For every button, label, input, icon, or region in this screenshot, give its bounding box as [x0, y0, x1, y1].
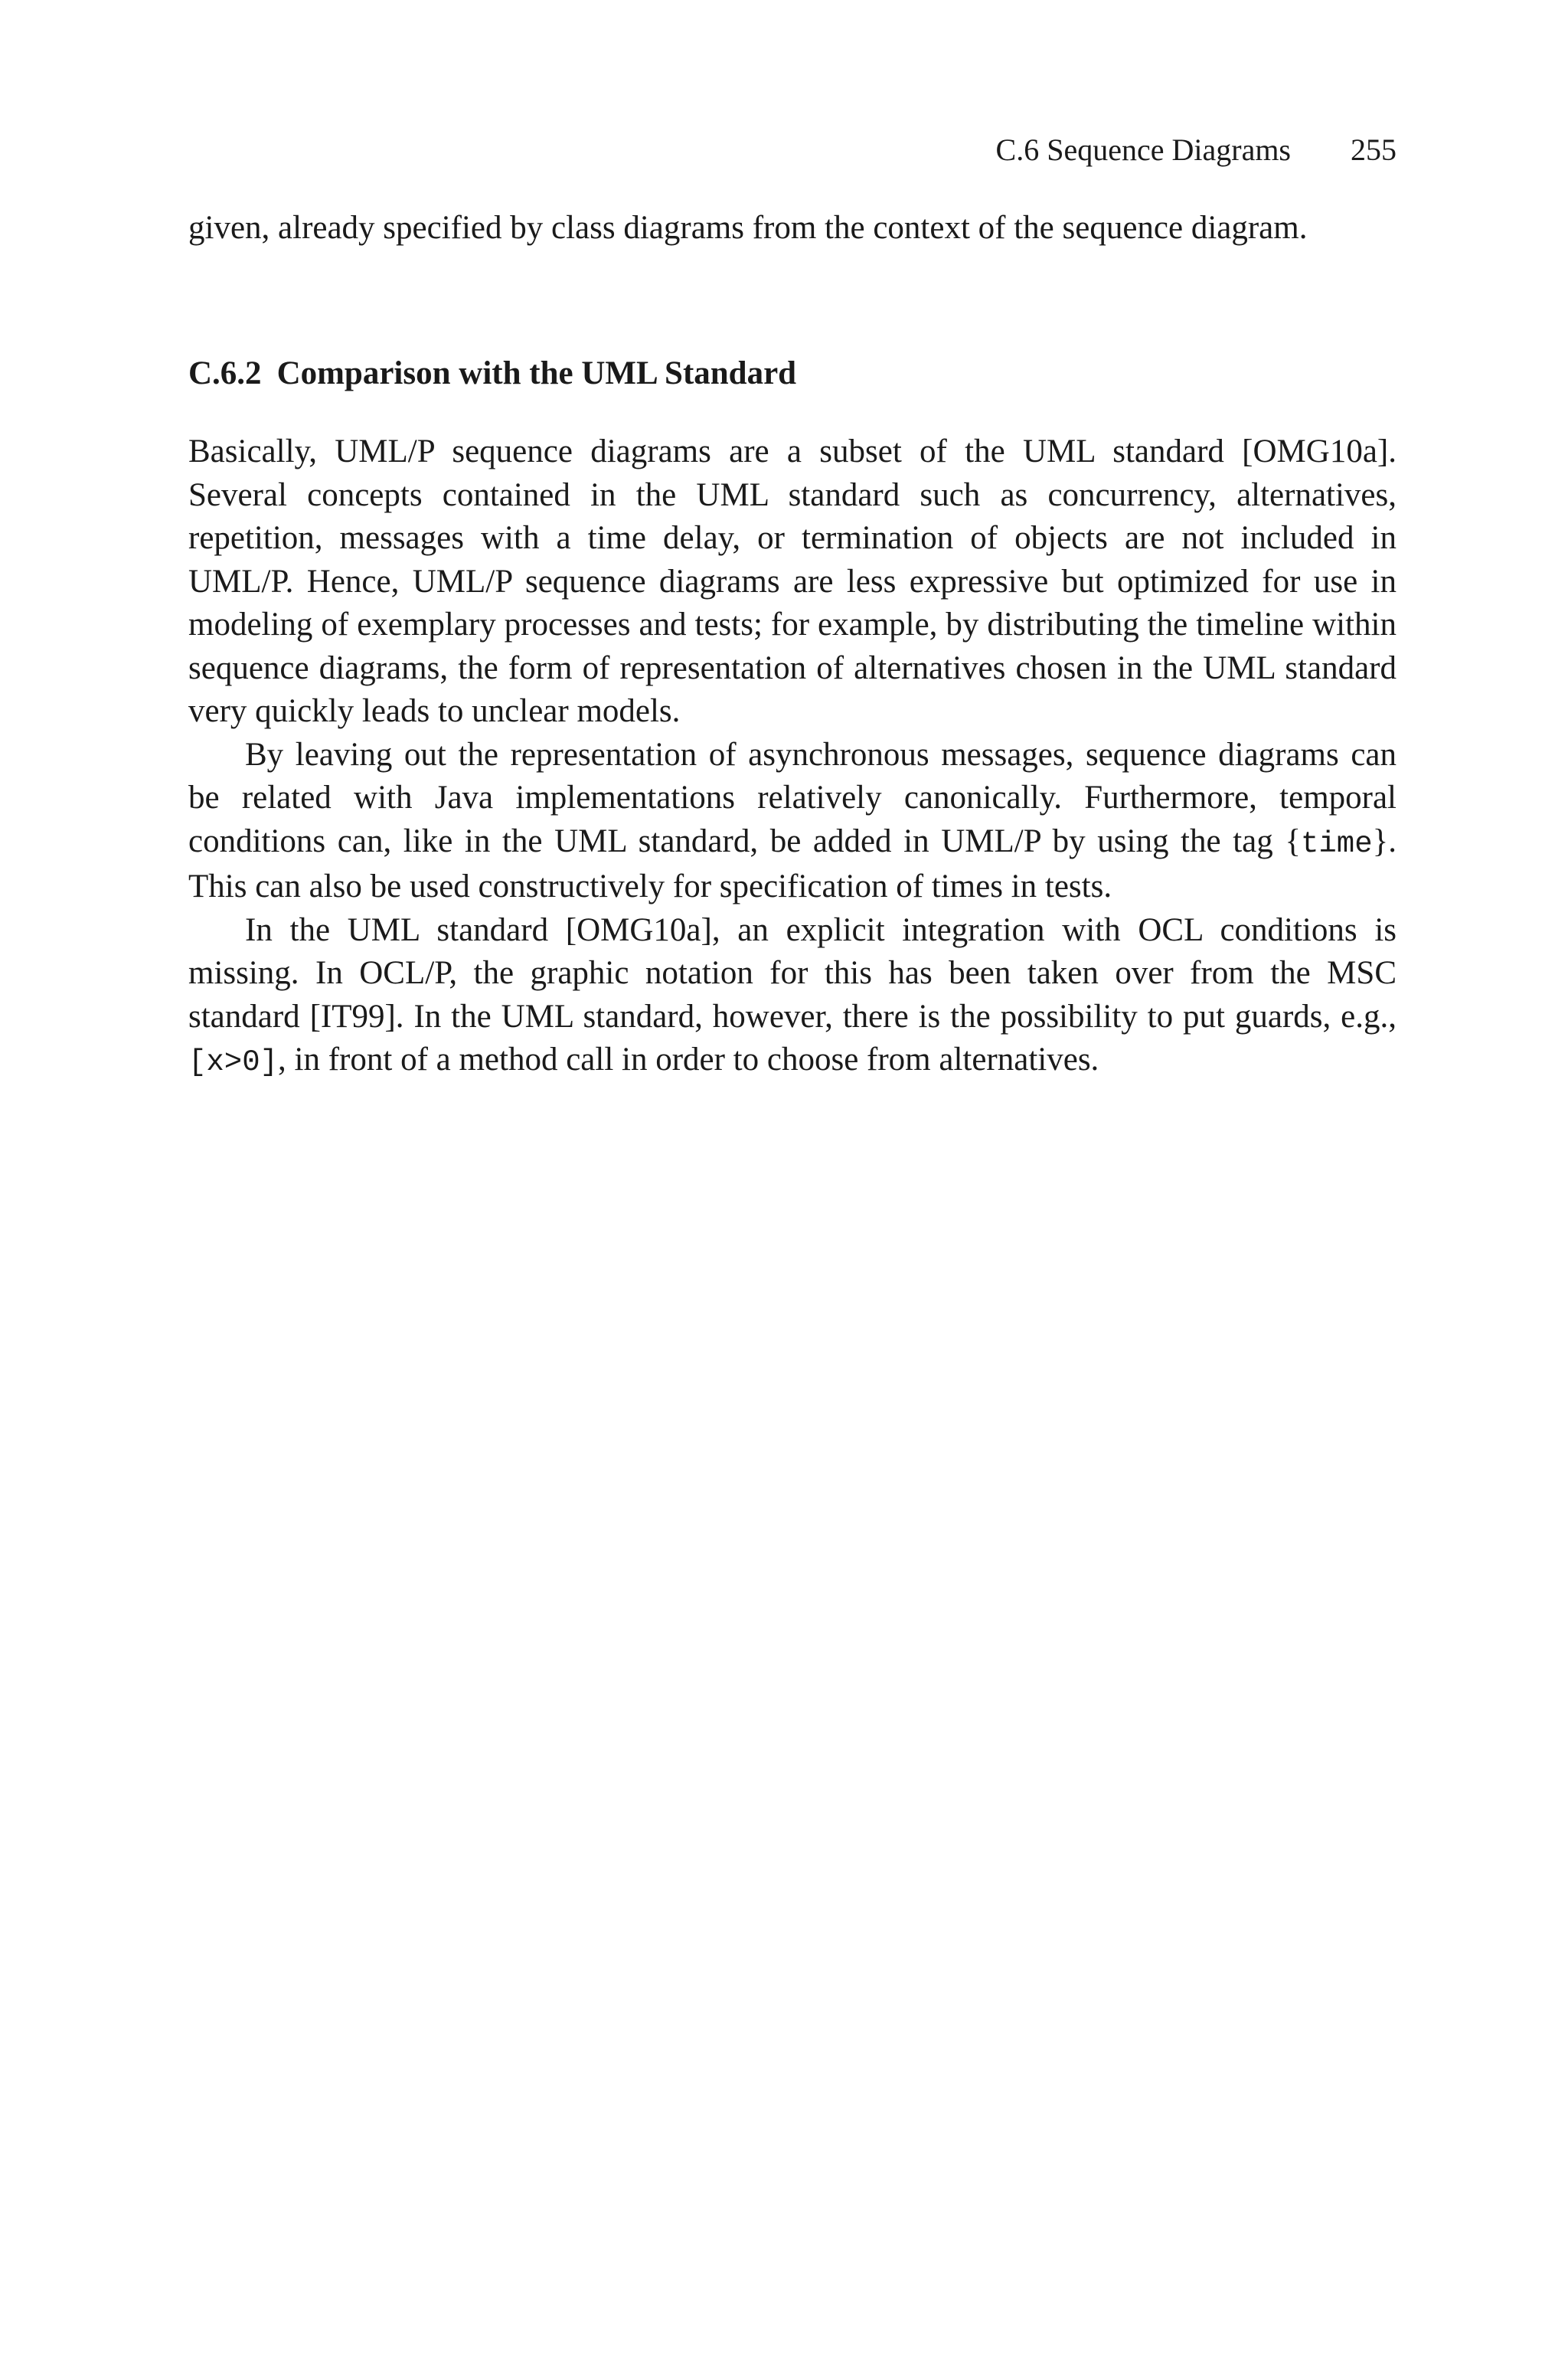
paragraph-3 [188, 909, 1396, 1084]
inline-code-guard: [x>0] [188, 1045, 279, 1079]
running-head [996, 127, 1396, 173]
paragraph-2-text-a: By leaving out the representation of asynchronous messages, sequence diagrams can be related with Java implementations relatively canonically. Furthermore, temporal conditions can, like in the UML standard, be added in UML/P by using the tag { [188, 736, 1396, 859]
inline-code-time: time [1300, 826, 1373, 861]
section-body [188, 430, 1396, 1084]
paragraph-3-text-a: In the UML standard [OMG10a], an explicit integration with OCL conditions is missing. In OCL/P, the graphic notation for this has been taken over from the MSC standard [IT99]. In the UML standard, however, there is the possibility to put guards, e.g., [188, 911, 1396, 1035]
paragraph-2-text-b: }. This can also be used constructively for specification of times in tests. [188, 823, 1396, 904]
running-head-section: C.6 Sequence Diagrams [995, 132, 1291, 167]
section-number: C.6.2 [188, 355, 262, 391]
page-number: 255 [1351, 132, 1396, 167]
section-heading [188, 351, 796, 397]
continued-paragraph: given, already specified by class diagrams from the context of the sequence diagram. [188, 210, 1308, 246]
paragraph-1: Basically, UML/P sequence diagrams are a subset of the UML standard [OMG10a]. Several concepts contained in the UML standard such as concurrency, alternatives, repetition, messages with a time delay, or termination of objects are not included in UML/P. Hence, UML/P sequence diagrams are less expressive but optimized for use in modeling of exemplary processes and tests; for example, by distributing the timeline within sequence diagrams, the form of representation of alternatives chosen in the UML standard very quickly leads to unclear models. [188, 433, 1396, 729]
paragraph-3-text-b: , in front of a method call in order to choose from alternatives. [278, 1042, 1099, 1078]
section-title: Comparison with the UML Standard [276, 355, 797, 391]
paragraph-2 [188, 734, 1396, 909]
